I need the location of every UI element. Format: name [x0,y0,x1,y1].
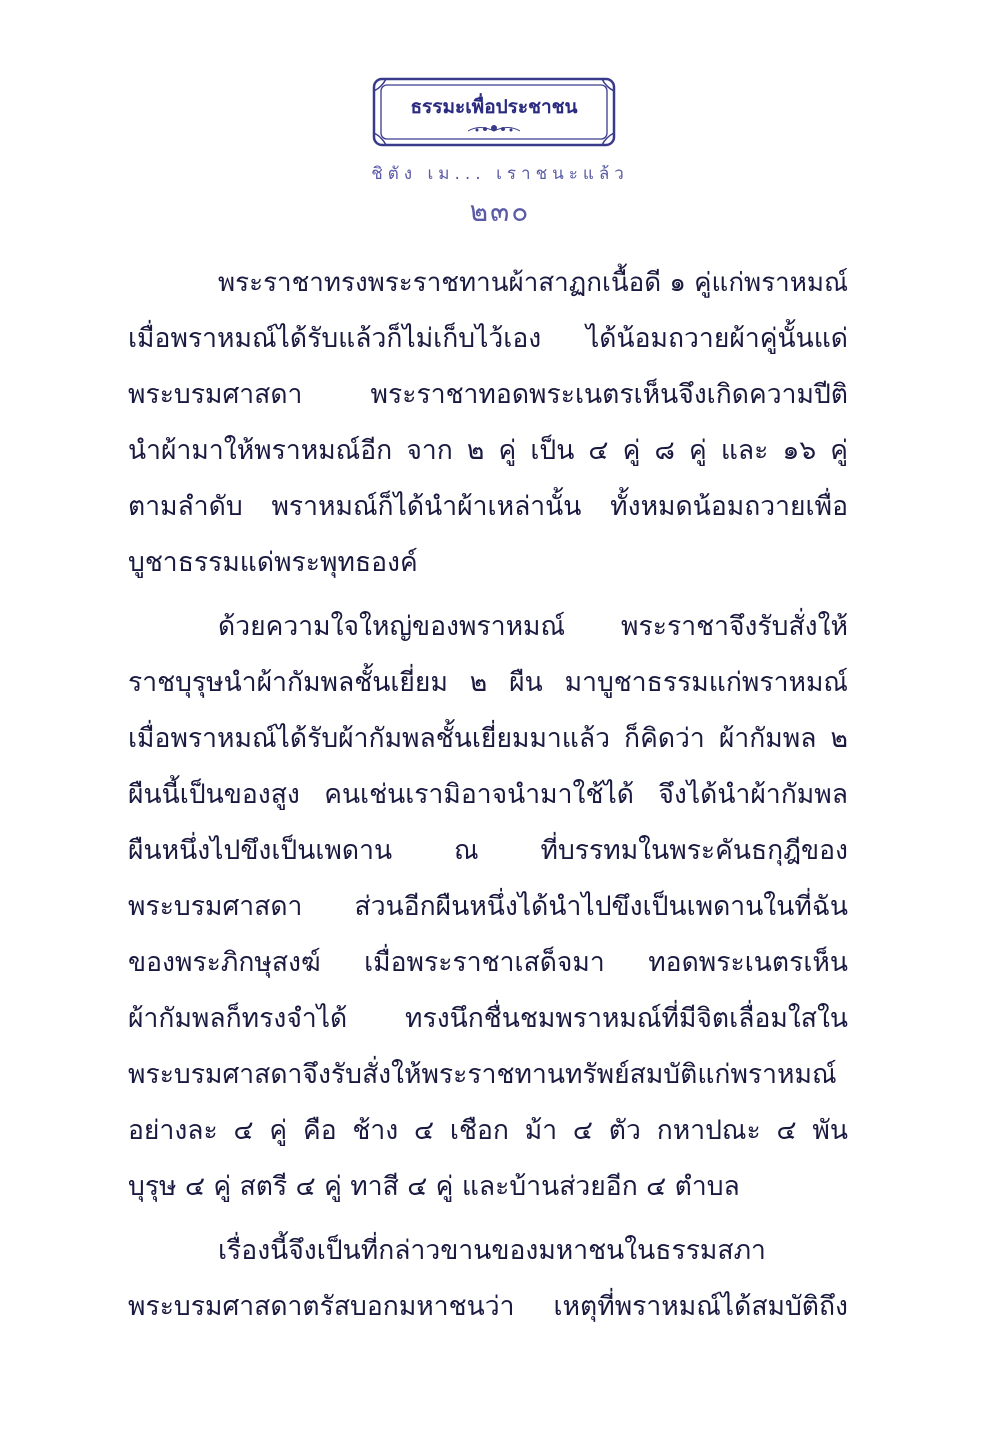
body-text [128,255,848,1343]
paragraph [128,1223,848,1335]
ornament-icon [468,125,520,132]
text-line: พระบรมศาสดา พระราชาทอดพระเนตรเห็นจึงเกิดความปีติ [128,379,848,410]
text-line: บูชาธรรมแด่พระพุทธองค์ [128,547,418,578]
text-line: ของพระภิกษุสงฆ์ เมื่อพระราชาเสด็จมา ทอดพระเนตรเห็น [128,947,848,978]
logo-text: ธรรมะเพื่อประชาชน [410,96,578,118]
text-line: ผืนนี้เป็นของสูง คนเช่นเรามิอาจนำมาใช้ได้ จึงได้นำผ้ากัมพล [128,779,848,810]
logo-dhamma-for-people [372,77,616,147]
text-line: ผืนหนึ่งไปขึงเป็นเพดาน ณ ที่บรรทมในพระคันธกุฎีของ [128,835,848,866]
text-line: เมื่อพราหมณ์ได้รับแล้วก็ไม่เก็บไว้เอง ได้น้อมถวายผ้าคู่นั้นแด่ [128,323,848,354]
text-line: เรื่องนี้จึงเป็นที่กล่าวขานของมหาชนในธรรมสภา [218,1235,766,1266]
book-subtitle: ชิตัง เม... เราชนะแล้ว [371,164,629,184]
text-line: ด้วยความใจใหญ่ของพราหมณ์ พระราชาจึงรับสั่งให้ [218,611,848,642]
text-line: เมื่อพราหมณ์ได้รับผ้ากัมพลชั้นเยี่ยมมาแล้ว ก็คิดว่า ผ้ากัมพล ๒ [128,723,848,754]
text-line: นำผ้ามาให้พราหมณ์อีก จาก ๒ คู่ เป็น ๔ คู่ ๘ คู่ และ ๑๖ คู่ [128,435,848,466]
text-line: พระบรมศาสดา ส่วนอีกผืนหนึ่งได้นำไปขึงเป็นเพดานในที่ฉัน [128,891,848,922]
page-number: ๒๓๐ [469,195,531,228]
text-line: ราชบุรุษนำผ้ากัมพลชั้นเยี่ยม ๒ ผืน มาบูชาธรรมแก่พราหมณ์ [128,667,848,698]
text-line: ตามลำดับ พราหมณ์ก็ได้นำผ้าเหล่านั้น ทั้งหมดน้อมถวายเพื่อ [128,491,848,522]
text-line: บุรุษ ๔ คู่ สตรี ๔ คู่ ทาสี ๔ คู่ และบ้านส่วยอีก ๔ ตำบล [128,1171,740,1202]
paragraph [128,255,848,591]
text-line: พระบรมศาสดาตรัสบอกมหาชนว่า เหตุที่พราหมณ์ได้สมบัติถึง [128,1291,848,1322]
text-line: พระราชาทรงพระราชทานผ้าสาฏกเนื้อดี ๑ คู่แก่พราหมณ์ [218,268,849,298]
text-line: ผ้ากัมพลก็ทรงจำได้ ทรงนึกชื่นชมพราหมณ์ที่มีจิตเลื่อมใสใน [128,1003,848,1034]
logo-frame-graphic [372,77,616,147]
text-line: อย่างละ ๔ คู่ คือ ช้าง ๔ เชือก ม้า ๔ ตัว กหาปณะ ๔ พัน [128,1115,848,1146]
paragraph [128,599,848,1215]
text-line: พระบรมศาสดาจึงรับสั่งให้พระราชทานทรัพย์สมบัติแก่พราหมณ์ [128,1059,837,1090]
